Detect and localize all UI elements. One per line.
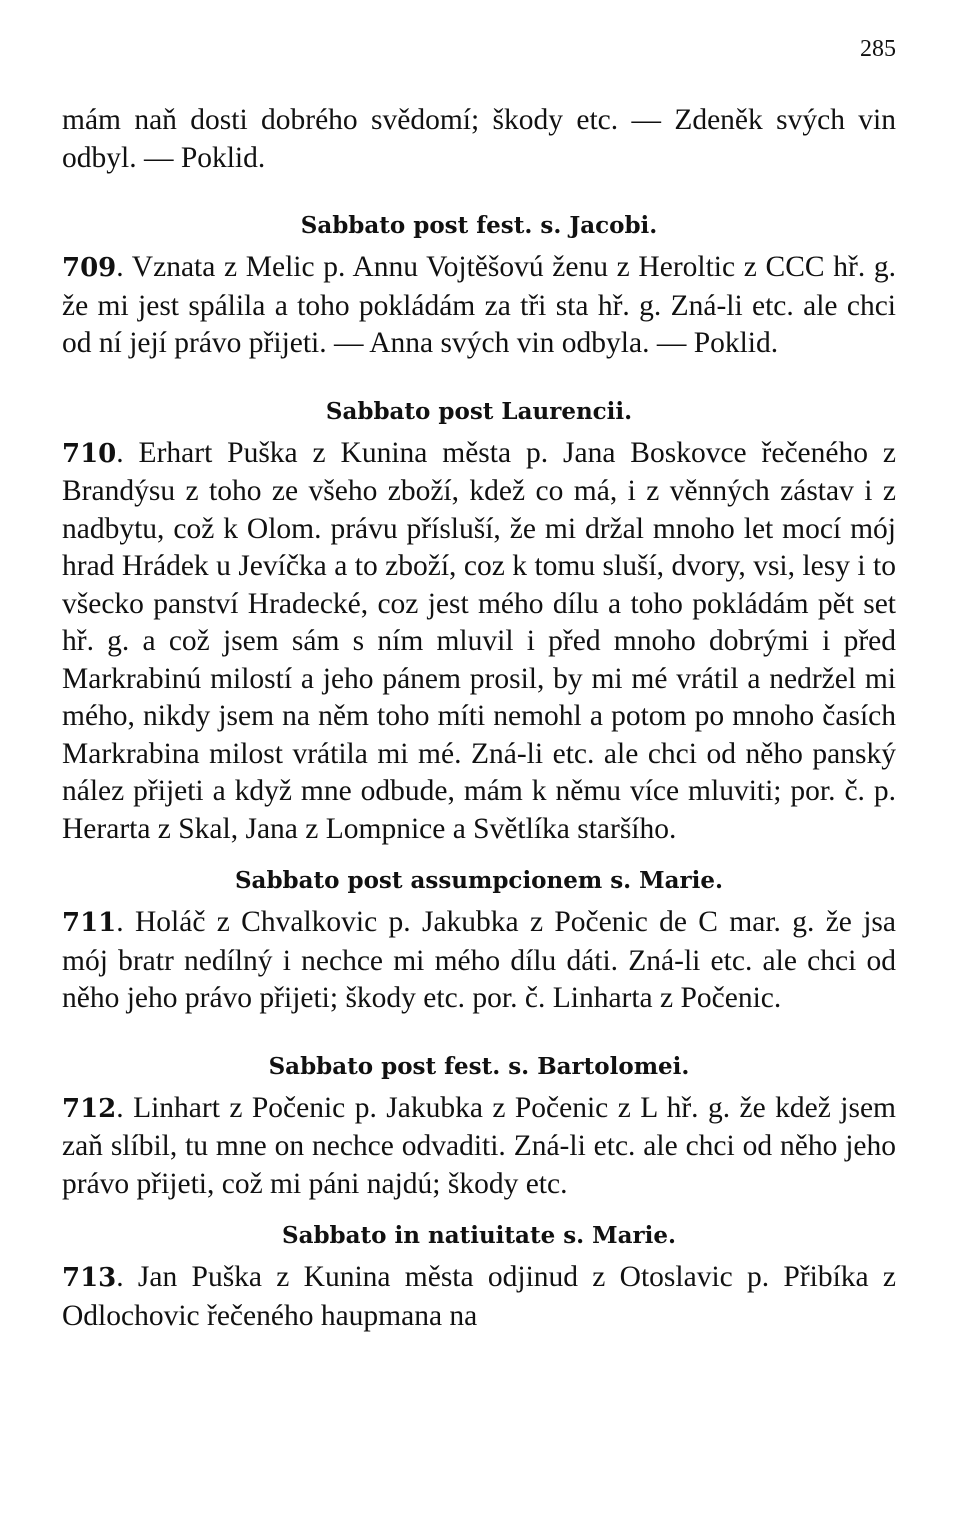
entry-paragraph-710 — [62, 435, 896, 849]
page-content — [62, 102, 896, 1335]
entry-number-711: 711 — [62, 908, 117, 938]
section-heading-713: Sabbato in natiuitate s. Marie. — [281, 1222, 677, 1249]
entry-paragraph-709 — [62, 249, 896, 363]
entry-number-709: 709 — [62, 253, 117, 283]
intro-paragraph: mám naň dosti dobrého svědomí; škody etc. — Zdeněk svých vin odbyl. — Poklid. — [62, 104, 896, 174]
entry-paragraph-713 — [62, 1259, 896, 1335]
entry-text-713: . Jan Puška z Kunina města odjinud z Otoslavic p. Přibíka z Odlochovic řečeného haupmana na — [62, 1261, 896, 1332]
page-number: 285 — [860, 36, 896, 62]
section-heading-710: Sabbato post Laurencii. — [325, 397, 633, 425]
section-heading-712: Sabbato post fest. s. Bartolomei. — [268, 1052, 690, 1080]
entry-paragraph-711 — [62, 904, 896, 1018]
entry-paragraph-712 — [62, 1090, 896, 1204]
entry-text-711: . Holáč z Chvalkovic p. Jakubka z Počenic de C mar. g. že jsa mój bratr nedílný i nechce mi mého dílu dáti. Zná-li etc. ale chci od něho jeho právo přijeti; škody etc. por. č. Linharta z Počenic. — [62, 906, 896, 1014]
section-heading-709: Sabbato post fest. s. Jacobi. — [300, 212, 658, 239]
entry-number-713: 713 — [62, 1263, 117, 1293]
entry-text-710: . Erhart Puška z Kunina města p. Jana Boskovce řečeného z Brandýsu z toho ze všeho zboží, kdež co má, i z věnných zástav i z nadbytu, což k Olom. právu přísluší, že mi držal mnoho let mocí mój hrad Hrádek u Jevíčka a to zboží, coz k tomu sluší, dvory, vsi, lesy i to všecko panství Hradecké, coz jest mého dílu a toho pokládám pět set hř. g. a což jsem sám s ním mluvil i před mnoho dobrými i před Markrabinú milostí a jeho pánem prosil, by mi mé vrátil a nedržel mi mého, nikdy jsem na něm toho míti nemohl a potom po mnoho časích Markrabina milost vrátila mi mé. Zná-li etc. ale chci od něho panský nález přijeti a když mne odbude, mám k němu více mluviti; por. č. p. Herarta z Skal, Jana z Lompnice a Světlíka staršího. — [62, 436, 896, 845]
entry-number-710: 710 — [62, 438, 117, 469]
entry-text-709: . Vznata z Melic p. Annu Vojtěšovú ženu z Heroltic z CCC hř. g. že mi jest spálila a toho pokládám za tři sta hř. g. Zná-li etc. ale chci od ní její právo přijeti. — Anna svých vin odbyla. — Poklid. — [62, 251, 896, 359]
entry-number-712: 712 — [62, 1093, 117, 1124]
entry-text-712: . Linhart z Počenic p. Jakubka z Počenic z L hř. g. že kdež jsem zaň slíbil, tu mne on nechce odvaditi. Zná-li etc. ale chci od něho jeho právo přijeti, což mi páni najdú; škody etc. — [62, 1091, 896, 1200]
section-heading-711: Sabbato post assumpcionem s. Marie. — [234, 867, 724, 894]
